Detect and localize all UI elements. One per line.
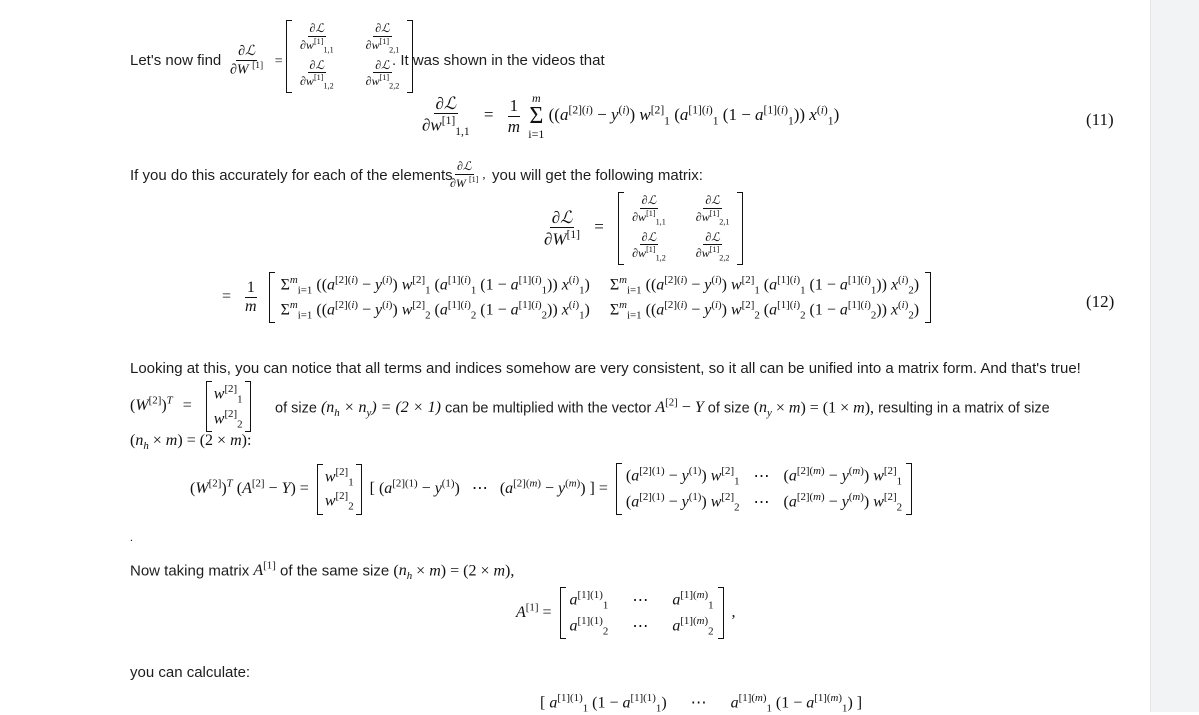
equation-12-rhs: = $\frac{1}{m}$ $\Sigma^m_{i=1}$ ($(a^{[2](i)} - y^{(i)})$ $w[2]_1$ ($a^{[1](i)}_1$ $(1 - a^{[1](i)}_1)$) $x^{(i)}_1$) $\Sigma^m_{i=1}$ ($(a^{[2](i)} - y^{(i)})$ $w[2]_1$ ($a^{[1](i)}_1$ $(1 - a^{[1](i)}_1)$) $x^{(i)}_2$) $\Sigma^m_{i=1}$ ($(a^{[2](i)} - y^{(i)})$ $w[2]_2$ ($a^{[1](i)}_2$ $(1 - a^{[1](i)}_2)$) $x^{(i)}_1$) $\Sigma^m_{i=1}$ ($(a^{[2](i)} - y^{(i)})$ $w[2]_2$ ($a^{[1](i)}_2$ $(1 - a^{[1](i)}_2)$) $x^{(i)}_2$) [222, 272, 935, 323]
prose-looking: Looking at this, you can notice that all terms and indices somehow are very consistent, so it all can be unified into a matrix form. And that's true! [130, 360, 1081, 377]
w2-transpose-def: $(W[2])^T$ = $w[2]_1$ $w[2]_2$ [130, 381, 255, 432]
prose-you-can-calc: you can calculate: [130, 664, 251, 681]
prose-of-size-line: of size $(n_h \times n_y) = (2 \times 1)$ can be multiplied with the vector A[2] − Y of size $(n_y \times m) = (1 \times m)$, resulting in a matrix of size [275, 397, 1050, 420]
matrix-dL-dw-small: $\frac{\text{∂ℒ}}{\partial w^{[1]}_{1,1}}$ $\frac{\text{∂ℒ}}{\partial w^{[1]}_{2,1}}$ $\frac{\text{∂ℒ}}{\partial w^{[1]}_{1,2}}$ $\frac{\text{∂ℒ}}{\partial w^{[1]}_{2,2}}$ [282, 20, 417, 93]
size-nh-m: $(n_h \times m) = (2 \times m)$: [130, 432, 252, 453]
matrix-A1: A[1] = $a^{[1](1)}_1$ ⋯ $a^{[1](m)}_1$ $a^{[1](1)}_2$ ⋯ $a^{[1](m)}_2$ , [516, 589, 736, 638]
equation-11: $\frac{\text{∂ℒ}}{\partial w^{[1]}_{1,1}}$ = $\frac{1}{m}$ m Σ i=1 ($(a^{[2](i)} - y^{(i)})$ $w[2]_1$ ($a^{[1](i)}_1$ $(1 - a^{[1](i)}_1)$) $x^{(i)}_1$) [422, 91, 840, 141]
frac-dL-dW1-inline: $\frac{\text{∂ℒ}}{\partial W ^{[1]}}$ , [450, 159, 486, 190]
prose-lets-find: Let's now find [130, 52, 222, 69]
page-scrollbar[interactable] [1150, 0, 1199, 712]
prose-you-will-get: you will get the following matrix: [492, 167, 703, 184]
matrix-bottom-partial: [ $a^{[1](1)}_1$ $(1 - a^{[1](1)}_1)$ ⋯ $a^{[1](m)}_1$ $(1 - a^{[1](m)}_1)$ ] [540, 692, 863, 715]
frac-dL-dW1: $\frac{\text{∂ℒ}}{\partial W ^{[1]}}$ = [230, 44, 283, 78]
dot-mark: . [130, 530, 133, 544]
prose-shown-videos: . It was shown in the videos that [392, 52, 605, 69]
equation-number-11: (11) [1086, 110, 1114, 129]
equation-product: $(W[2])^T$ (A[2] − Y) = $w[2]_1$ $w[2]_2$ [ $(a^{[2](1)} - y^{(1)})$ ⋯ $(a^{[2](m)} - y^{(m)})$ ] = $(a^{[2](1)} - y^{(1)})$ $w[2]_1$ ⋯ $(a^{[2](m)} - y^{(m)})$ $w[2]_1$ $(a^{[2](1)} - y^{(1)})$ $w[2]_2$ ⋯ $(a^{[2](m)} - y^{(m)})$ $w[2]_2$ [190, 463, 916, 515]
equation-number-12: (12) [1086, 292, 1115, 311]
prose-if-accurately: If you do this accurately for each of the elements [130, 167, 453, 184]
equation-12-lhs: $\frac{\text{∂ℒ}}{\partial W^{[1]}}$ = $\frac{\text{∂ℒ}}{\partial w^{[1]}_{1,1}}$ $\frac{\text{∂ℒ}}{\partial w^{[1]}_{2,1}}$ $\frac{\text{∂ℒ}}{\partial w^{[1]}_{1,2}}$ $\frac{\text{∂ℒ}}{\partial w^{[1]}_{2,2}}$ [540, 192, 747, 265]
prose-now-taking-line: Now taking matrix A[1] of the same size $(n_h \times m) = (2 \times m)$, [130, 560, 515, 583]
